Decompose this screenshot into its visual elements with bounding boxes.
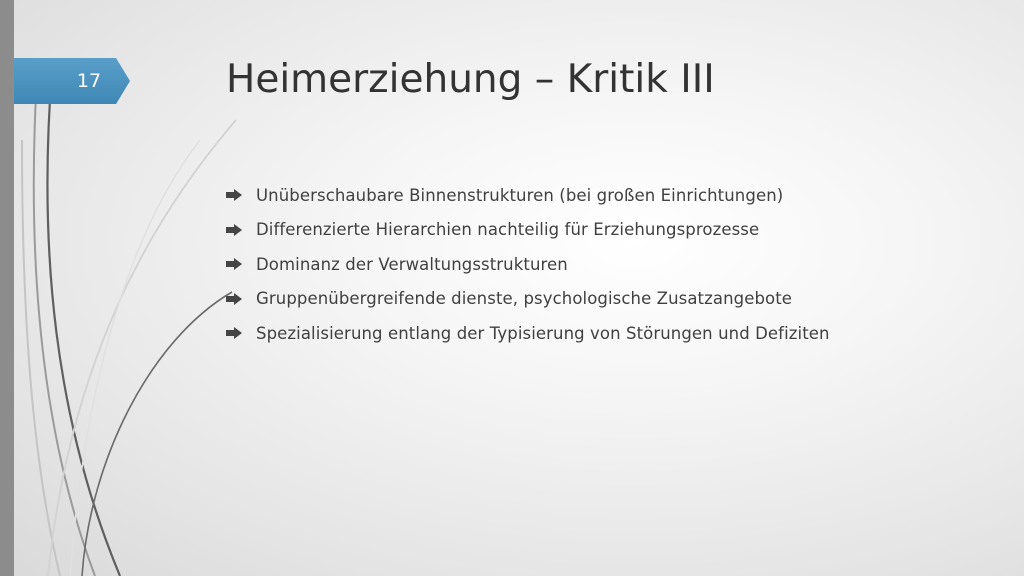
list-item bbox=[226, 316, 830, 351]
list-item bbox=[226, 247, 830, 282]
decorative-curve bbox=[34, 95, 95, 576]
bullet-text: Dominanz der Verwaltungsstrukturen bbox=[256, 254, 568, 274]
list-item bbox=[226, 178, 830, 213]
arrow-right-icon bbox=[226, 224, 242, 236]
arrow-right-icon bbox=[226, 258, 242, 270]
arrow-right-icon bbox=[226, 293, 242, 305]
decorative-curve bbox=[22, 140, 60, 576]
bullet-text: Differenzierte Hierarchien nachteilig für Erziehungsprozesse bbox=[256, 220, 760, 240]
bullet-list bbox=[226, 178, 830, 351]
arrow-right-icon bbox=[226, 189, 242, 201]
bullet-text: Spezialisierung entlang der Typisierung von Störungen und Defiziten bbox=[256, 323, 830, 343]
list-item bbox=[226, 213, 830, 248]
decorative-curve bbox=[70, 140, 200, 576]
list-item bbox=[226, 282, 830, 317]
bullet-text: Unüberschaubare Binnenstrukturen (bei großen Einrichtungen) bbox=[256, 185, 784, 205]
slide-title: Heimerziehung – Kritik III bbox=[226, 57, 715, 102]
bullet-text: Gruppenübergreifende dienste, psychologische Zusatzangebote bbox=[256, 289, 793, 309]
slide-number: 17 bbox=[76, 70, 102, 92]
arrow-right-icon bbox=[226, 327, 242, 339]
